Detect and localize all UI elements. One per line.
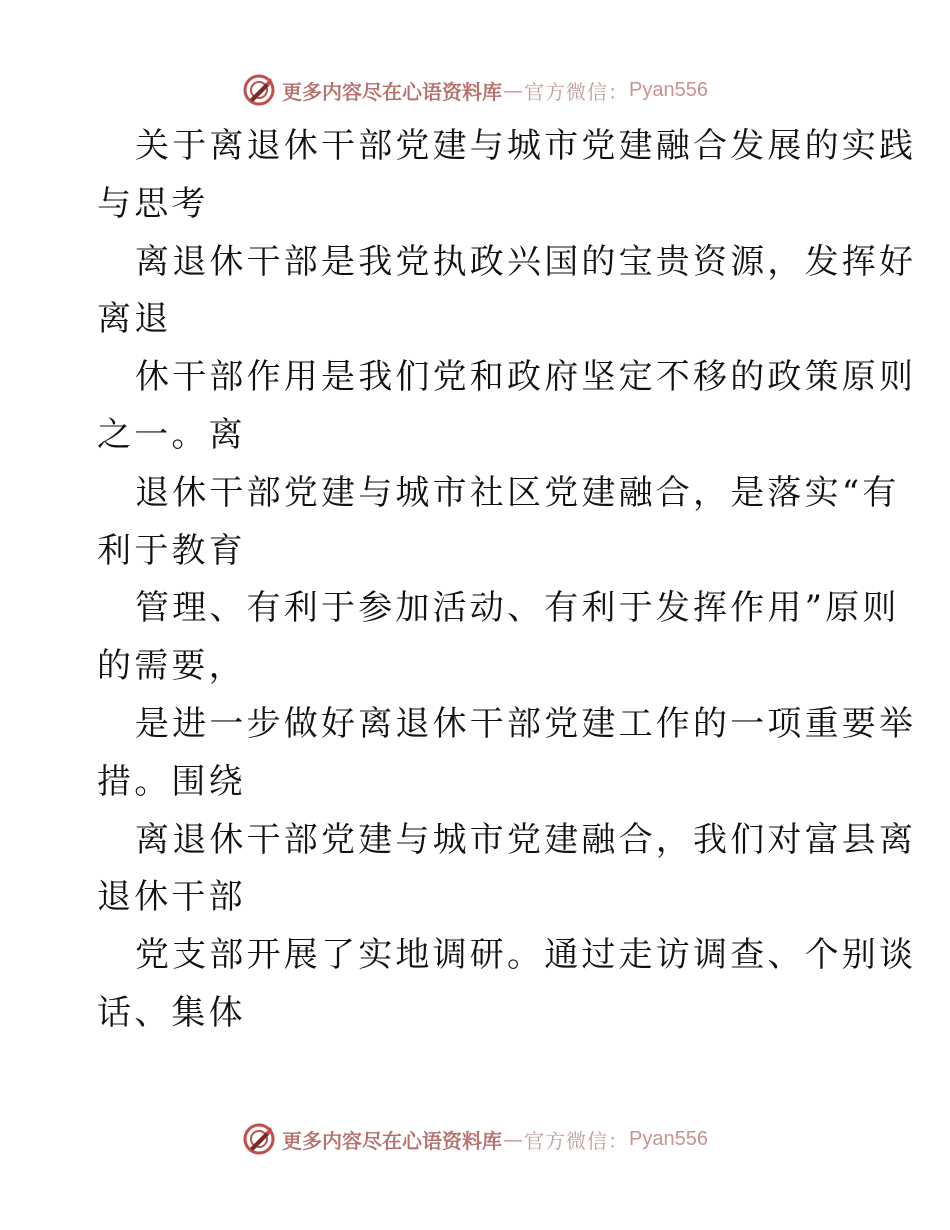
footer-banner-wechat-id: Pyan556 — [629, 1127, 708, 1150]
document-line: 党支部开展了实地调研。通过走访调查、个别谈 — [135, 935, 917, 976]
document-line: 退休干部党建与城市社区党建融合，是落实“有 — [135, 472, 900, 513]
document-line: 离退 — [97, 299, 172, 340]
document-line: 管理、有利于参加活动、有利于发挥作用”原则 — [135, 588, 900, 629]
document-line: 休干部作用是我们党和政府坚定不移的政策原则 — [135, 357, 917, 398]
document-body — [97, 118, 917, 1043]
document-line: 是进一步做好离退休干部党建工作的一项重要举 — [135, 703, 917, 744]
document-line: 利于教育 — [97, 530, 246, 571]
document-line: 离退休干部是我党执政兴国的宝贵资源，发挥好 — [135, 241, 917, 282]
footer-watermark-banner — [0, 1119, 950, 1159]
footer-banner-main: 更多内容尽在心语资料库 — [282, 1128, 503, 1153]
header-banner-main: 更多内容尽在心语资料库 — [282, 79, 503, 104]
document-line: 与思考 — [97, 183, 209, 224]
document-line: 话、集体 — [97, 992, 246, 1033]
document-line: 措。围绕 — [97, 761, 246, 802]
header-banner-wechat-label: 官方微信： — [524, 79, 630, 104]
document-line: 关于离退休干部党建与城市党建融合发展的实践 — [135, 126, 917, 166]
footer-banner-text — [282, 1125, 708, 1154]
footer-banner-wechat-label: 官方微信： — [524, 1128, 630, 1153]
brand-logo-icon — [242, 73, 276, 107]
footer-banner-dash: — — [503, 1127, 524, 1151]
brand-logo-icon — [242, 1122, 276, 1156]
header-banner-dash: — — [503, 78, 524, 102]
document-line: 之一。离 — [97, 414, 246, 455]
document-line: 的需要， — [97, 646, 246, 687]
document-line: 离退休干部党建与城市党建融合，我们对富县离 — [135, 819, 917, 860]
header-watermark-banner — [0, 70, 950, 110]
header-banner-wechat-id: Pyan556 — [629, 78, 708, 101]
header-banner-text — [282, 76, 708, 105]
document-line: 退休干部 — [97, 877, 246, 918]
